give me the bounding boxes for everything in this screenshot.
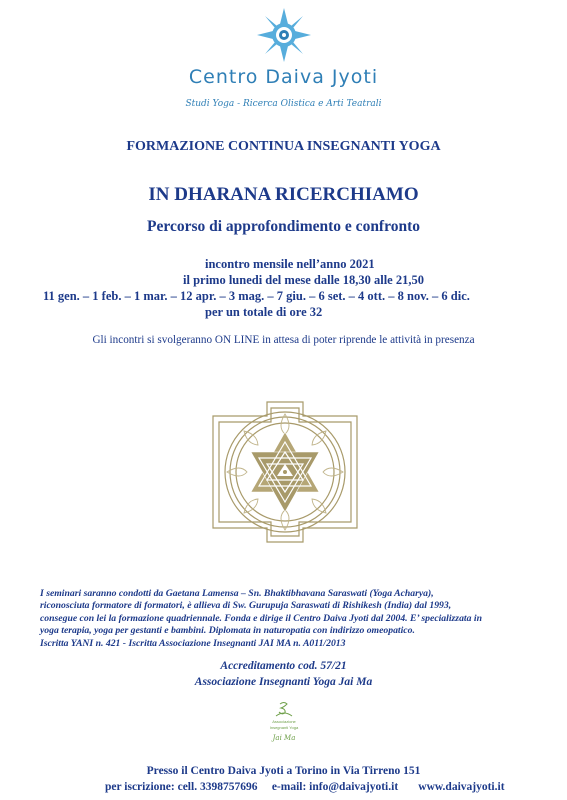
bio-line: yoga terapia, yoga per gestanti e bambini. Diplomata in naturopatia con indirizzo omeopatico. [40, 625, 415, 637]
om-lotus-icon [262, 700, 306, 746]
svg-text:Insegnanti Yoga: Insegnanti Yoga [269, 725, 299, 730]
footer-address: Presso il Centro Daiva Jyoti a Torino in Via Tirreno 151 [146, 765, 421, 777]
schedule-line-1: incontro mensile nell’anno 2021 [205, 257, 375, 271]
bio-line: I seminari saranno condotti da Gaetana Lamensa – Sn. Bhaktibhavana Saraswati (Yoga Acharya), [40, 588, 434, 599]
title-formazione: FORMAZIONE CONTINUA INSEGNANTI YOGA [126, 139, 441, 154]
accreditation-association: Associazione Insegnanti Yoga Jai Ma [194, 676, 373, 688]
footer-email[interactable]: e-mail: info@daivajyoti.it [271, 781, 399, 793]
footer-phone: per iscrizione: cell. 3398757696 [105, 781, 258, 793]
online-note: Gli incontri si svolgeranno ON LINE in attesa di poter riprende le attività in presenza [92, 334, 475, 346]
sri-yantra-icon [211, 372, 359, 572]
footer-website[interactable]: www.daivajyoti.it [418, 781, 505, 793]
schedule-dates: 11 gen. – 1 feb. – 1 mar. – 12 apr. – 3 mag. – 7 giu. – 6 set. – 4 ott. – 8 nov. – 6 dic. [43, 289, 470, 303]
lotus-chakra-icon [255, 6, 313, 64]
subtitle: Percorso di approfondimento e confronto [147, 218, 420, 235]
brand-name: Centro Daiva Jyoti [188, 66, 379, 88]
schedule-line-2: il primo lunedi del mese dalle 18,30 alle 21,50 [183, 273, 424, 287]
svg-text:Jai Ma: Jai Ma [272, 734, 296, 742]
svg-text:Associazione: Associazione [272, 719, 296, 724]
brand-tagline: Studi Yoga - Ricerca Olistica e Arti Teatrali [185, 99, 382, 109]
footer-contacts [105, 781, 505, 793]
bio-line: Iscritta YANI n. 421 - Iscritta Associazione Insegnanti JAI MA n. A011/2013 [40, 637, 346, 649]
bio-line: riconosciuta formatore di formatori, è allieva di Sw. Gurupuja Saraswati di Rishikesh (India) dal 1993, [40, 600, 452, 612]
accreditation-code: Accreditamento cod. 57/21 [220, 660, 347, 672]
bio-line: consegue con lei la formazione quadriennale. Fonda e dirige il Centro Daiva Jyoti dal 2004. E’ specializzata in [40, 612, 482, 624]
teacher-bio [40, 588, 545, 650]
page-title: IN DHARANA RICERCHIAMO [148, 184, 419, 205]
schedule-total: per un totale di ore 32 [205, 305, 323, 319]
